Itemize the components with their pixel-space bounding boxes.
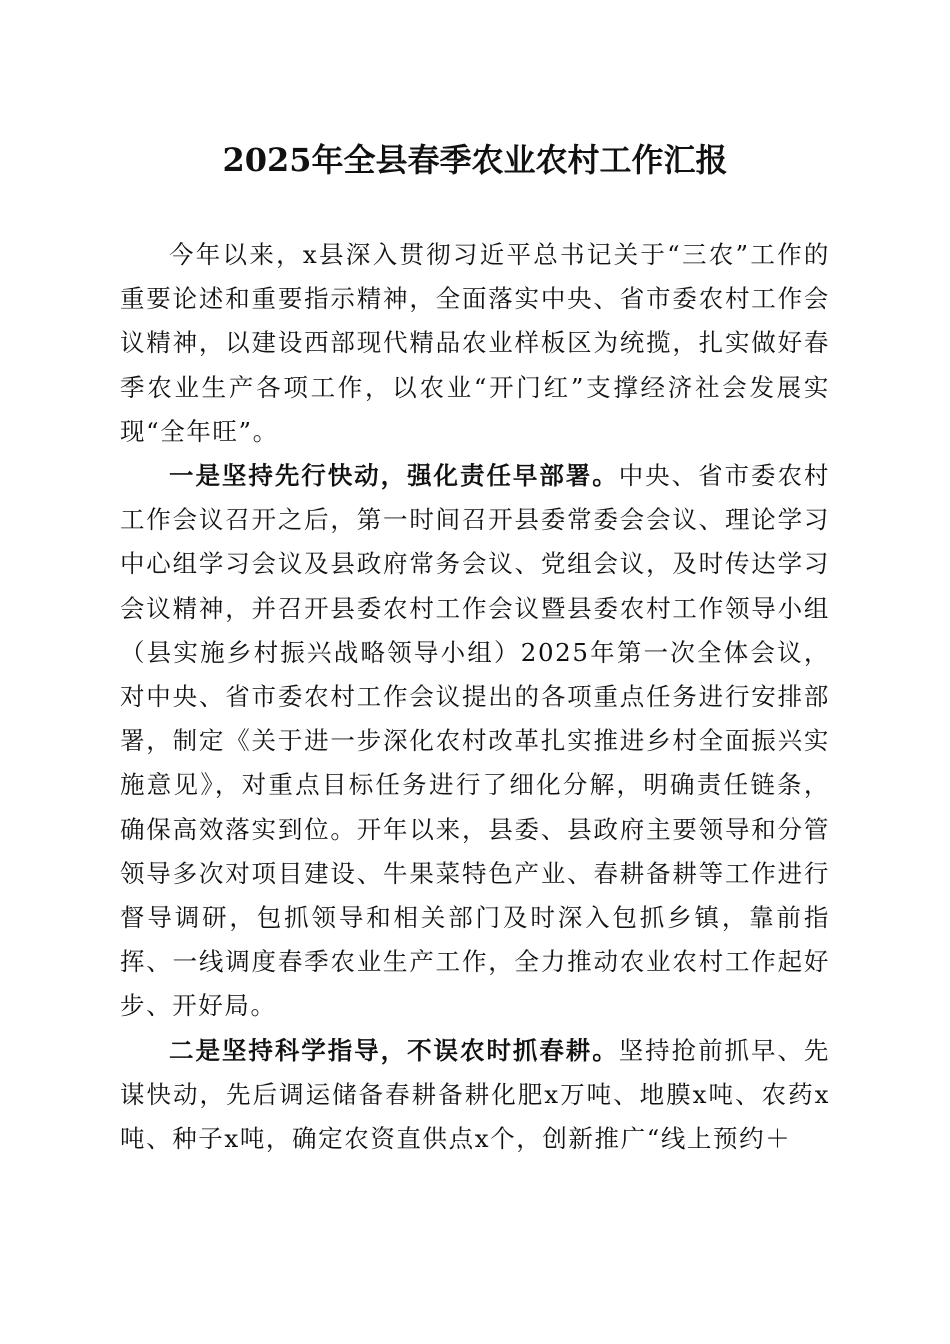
- paragraph-section-one: [120, 454, 830, 1029]
- paragraph-lead: 二是坚持科学指导，不误农时抓春耕。: [169, 1035, 619, 1065]
- document-body: [120, 233, 830, 1161]
- paragraph-text: 今年以来，x县深入贯彻习近平总书记关于“三农”工作的重要论述和重要指示精神，全面落实中央、省市委农村工作会议精神，以建设西部现代精品农业样板区为统揽，扎实做好春季农业生产各项工作，以农业“开门红”支撑经济社会发展实现“全年旺”。: [120, 240, 830, 446]
- paragraph-section-two: [120, 1029, 830, 1162]
- paragraph-lead: 一是坚持先行快动，强化责任早部署。: [169, 461, 619, 491]
- paragraph-text: 中央、省市委农村工作会议召开之后，第一时间召开县委常委会会议、理论学习中心组学习会议及县政府常务会议、党组会议，及时传达学习会议精神，并召开县委农村工作会议暨县委农村工作领导小组（县实施乡村振兴战略领导小组）2025年第一次全体会议，对中央、省市委农村工作会议提出的各项重点任务进行安排部署，制定《关于进一步深化农村改革扎实推进乡村全面振兴实施意见》，对重点目标任务进行了细化分解，明确责任链条，确保高效落实到位。开年以来，县委、县政府主要领导和分管领导多次对项目建设、牛果菜特色产业、春耕备耕等工作进行督导调研，包抓领导和相关部门及时深入包抓乡镇，靠前指挥、一线调度春季农业生产工作，全力推动农业农村工作起好步、开好局。: [120, 461, 830, 1021]
- paragraph-text: 坚持抢前抓早、先谋快动，先后调运储备春耕备耕化肥x万吨、地膜x吨、农药x吨、种子x吨，确定农资直供点x个，创新推广“线上预约＋: [120, 1035, 830, 1154]
- paragraph-intro: [120, 233, 830, 454]
- page-title: 2025年全县春季农业农村工作汇报: [222, 141, 728, 179]
